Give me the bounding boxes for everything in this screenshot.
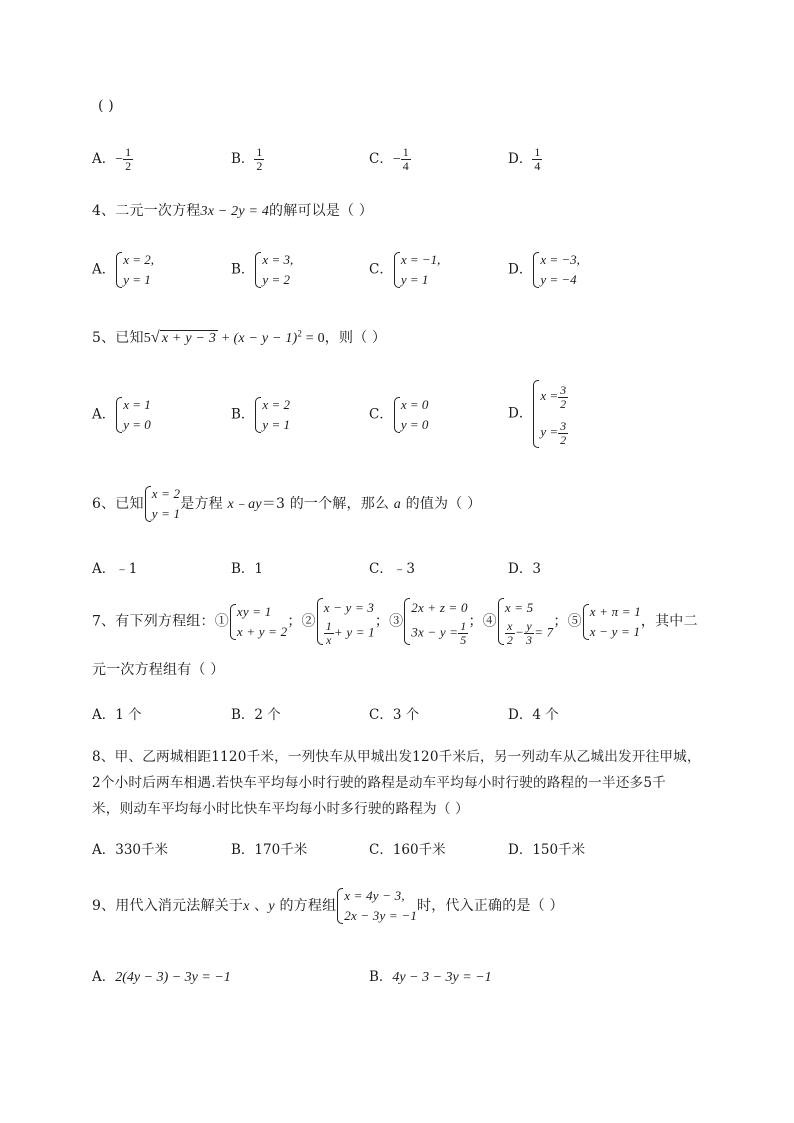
q6-stem: 6、已知 x = 2 y = 1 是方程 x﹣ay＝3 的一个解，那么 a 的值为（ ） <box>92 484 481 524</box>
q6-option-c[interactable]: C．﹣3 <box>369 561 415 577</box>
equation-system: x = 1 y = 0 <box>115 395 151 435</box>
equation-system: x = 3, y = 2 <box>254 250 293 290</box>
q5-option-c[interactable]: C． x = 0 y = 0 <box>369 395 428 435</box>
q5-option-d[interactable]: D． x = $\frac{3}{2}$ y = $\frac{3}{2}$ <box>508 378 568 450</box>
q4-equation: 3x − 2y = 4 <box>200 204 270 219</box>
q7-option-d[interactable]: D．4 个 <box>508 707 559 723</box>
q8-stem-line3: 米，则动车平均每小时比快车平均每小时多行驶的路程为（ ） <box>92 801 469 817</box>
equation-system: x = 0 y = 0 <box>393 395 429 435</box>
q6-option-a[interactable]: A．﹣1 <box>92 561 138 577</box>
q6-option-b[interactable]: B．1 <box>231 561 264 577</box>
q4-option-a[interactable]: A． x = 2, y = 1 <box>92 250 154 290</box>
equation-system: x = 2, y = 1 <box>115 250 154 290</box>
fraction: $\frac{1}{2}$ <box>256 145 263 173</box>
q8-option-d[interactable]: D．150千米 <box>508 842 586 858</box>
q5-option-b[interactable]: B． x = 2 y = 1 <box>231 395 290 435</box>
system-1: xy = 1 x + y = 2 <box>229 602 287 642</box>
q4-option-c[interactable]: C． x = −1, y = 1 <box>369 250 440 290</box>
fraction: $\frac{1}{4}$ <box>402 145 409 173</box>
system-4: x = 5 $\frac{x}{2}$ − $\frac{y}{3}$ = 7 <box>497 596 554 647</box>
q8-stem-line1: 8、甲、乙两城相距1120千米，一列快车从甲城出发120千米后，另一列动车从乙城出发开往甲城， <box>92 749 701 765</box>
equation-system: x = −3, y = −4 <box>532 250 580 290</box>
q7-option-a[interactable]: A．1 个 <box>92 707 142 723</box>
q3-option-b[interactable]: B． $\frac{1}{2}$ <box>231 145 263 173</box>
q3-answer-paren: ( ) <box>98 98 114 114</box>
q4-option-b[interactable]: B． x = 3, y = 2 <box>231 250 293 290</box>
q4-option-d[interactable]: D． x = −3, y = −4 <box>508 250 580 290</box>
system-5: x + π = 1 x − y = 1 <box>582 602 641 642</box>
q9-option-a[interactable]: A．2(4y − 3) − 3y = −1 <box>92 969 231 985</box>
equation-system: x = 2 y = 1 <box>254 395 290 435</box>
q3-option-a[interactable]: A．− $\frac{1}{2}$ <box>92 145 132 173</box>
equation-system: x = −1, y = 1 <box>393 250 441 290</box>
equation-system: x = $\frac{3}{2}$ y = $\frac{3}{2}$ <box>532 378 568 450</box>
q8-stem-line2: 2个小时后两车相遇.若快车平均每小时行驶的路程是动车平均每小时行驶的路程的一半还多5千 <box>92 775 666 791</box>
q5-option-a[interactable]: A． x = 1 y = 0 <box>92 395 151 435</box>
q8-option-b[interactable]: B．170千米 <box>231 842 308 858</box>
q8-option-c[interactable]: C．160千米 <box>369 842 446 858</box>
equation-system: x = 4y − 3, 2x − 3y = −1 <box>336 886 417 926</box>
q3-option-c[interactable]: C．− $\frac{1}{4}$ <box>369 145 409 173</box>
system-2: x − y = 3 $\frac{1}{x}$ + y = 1 <box>316 596 375 647</box>
q5-stem: 5、已知5√ $x + y - 3 + (x - y - 1)^2 = 0$，则（ ） <box>92 328 387 346</box>
q7-stem: 7、有下列方程组：① xy = 1 x + y = 2 ；② x − y = 3 $\frac{1}{x}$ + y = 1 ；③ 2x + z = 0 3x − y = $\frac{1}{5}$ ；④ x = 5 $\frac{x}{2}$ − $\frac{y}{3}$ = 7 ；⑤ x + π = 1 x − y = 1 ，其中二 <box>92 596 698 647</box>
q6-option-d[interactable]: D．3 <box>508 561 541 577</box>
system-3: 2x + z = 0 3x − y = $\frac{1}{5}$ <box>403 596 468 647</box>
q9-stem: 9、用代入消元法解关于x 、y 的方程组 x = 4y − 3, 2x − 3y = −1 时，代入正确的是（ ） <box>92 886 564 926</box>
q4-stem: 4、二元一次方程3x − 2y = 4的解可以是（ ） <box>92 203 374 219</box>
equation-system: x = 2 y = 1 <box>144 484 181 524</box>
q3-option-d[interactable]: D． $\frac{1}{4}$ <box>508 145 541 173</box>
q7-stem-line2: 元一次方程组有（ ） <box>92 662 225 678</box>
fraction: $\frac{1}{2}$ <box>125 145 132 173</box>
q8-option-a[interactable]: A．330千米 <box>92 842 169 858</box>
q7-option-b[interactable]: B．2 个 <box>231 707 281 723</box>
q5-radicand: x + y − 3 <box>161 331 217 346</box>
q9-option-b[interactable]: B．4y − 3 − 3y = −1 <box>369 969 492 985</box>
q7-option-c[interactable]: C．3 个 <box>369 707 420 723</box>
fraction: $\frac{1}{4}$ <box>534 145 541 173</box>
